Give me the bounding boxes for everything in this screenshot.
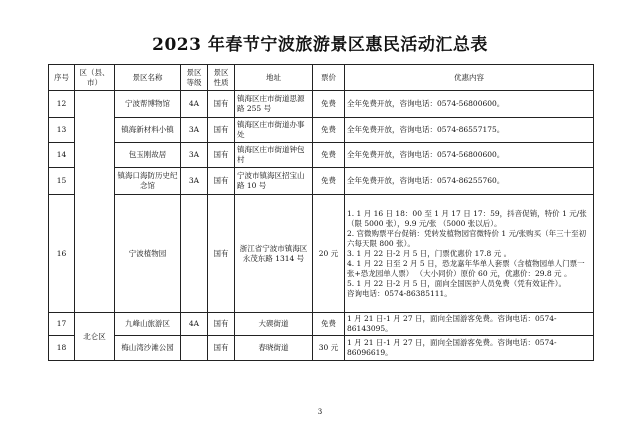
cell-no: 17	[49, 313, 75, 336]
header-nature: 景区性质	[208, 65, 235, 91]
cell-grade: 3A	[181, 118, 208, 143]
page-title: 2023 年春节宁波旅游景区惠民活动汇总表	[152, 35, 488, 55]
cell-price: 20 元	[313, 195, 345, 313]
cell-name: 梅山湾沙滩公园	[115, 336, 181, 361]
table-row	[49, 143, 594, 168]
header-price: 票价	[313, 65, 345, 91]
cell-offer: 全年免费开放，咨询电话：0574-56800600。	[345, 91, 594, 118]
cell-address: 大碶街道	[235, 313, 313, 336]
cell-nature: 国有	[208, 195, 235, 313]
header-district: 区（县、市）	[75, 65, 115, 91]
cell-no: 18	[49, 336, 75, 361]
cell-name: 镇海新材料小镇	[115, 118, 181, 143]
page-number: 3	[317, 408, 323, 416]
cell-nature: 国有	[208, 118, 235, 143]
cell-nature: 国有	[208, 336, 235, 361]
cell-price: 免费	[313, 168, 345, 195]
cell-price: 免费	[313, 118, 345, 143]
cell-address: 镇海区庄市街道思源路 255 号	[235, 91, 313, 118]
cell-name: 包玉刚故居	[115, 143, 181, 168]
cell-no: 13	[49, 118, 75, 143]
cell-district	[75, 91, 115, 313]
cell-nature: 国有	[208, 143, 235, 168]
cell-name: 九峰山旅游区	[115, 313, 181, 336]
cell-nature: 国有	[208, 313, 235, 336]
cell-nature: 国有	[208, 168, 235, 195]
cell-price: 免费	[313, 313, 345, 336]
cell-grade	[181, 195, 208, 313]
header-address: 地址	[235, 65, 313, 91]
table-row	[49, 118, 594, 143]
cell-address: 镇海区庄市街道钟包村	[235, 143, 313, 168]
cell-no: 12	[49, 91, 75, 118]
cell-grade: 3A	[181, 143, 208, 168]
cell-no: 14	[49, 143, 75, 168]
cell-price: 30 元	[313, 336, 345, 361]
cell-offer: 全年免费开放，咨询电话：0574-86255760。	[345, 168, 594, 195]
table-row	[49, 91, 594, 118]
cell-address: 春晓街道	[235, 336, 313, 361]
cell-price: 免费	[313, 143, 345, 168]
header-offer: 优惠内容	[345, 65, 594, 91]
cell-offer: 1 月 21 日-1 月 27 日，面向全国游客免费。咨询电话：0574-86143095。	[345, 313, 594, 336]
header-name: 景区名称	[115, 65, 181, 91]
table-row	[49, 313, 594, 336]
cell-offer: 1 月 21 日-1 月 27 日，面向全国游客免费。咨询电话：0574-86096619。	[345, 336, 594, 361]
cell-district: 北仑区	[75, 313, 115, 361]
cell-address: 宁波市镇海区招宝山路 10 号	[235, 168, 313, 195]
table-header-row	[49, 65, 594, 91]
cell-price: 免费	[313, 91, 345, 118]
cell-grade: 4A	[181, 91, 208, 118]
table-row	[49, 168, 594, 195]
cell-address: 浙江省宁波市镇海区永茂东路 1314 号	[235, 195, 313, 313]
cell-nature: 国有	[208, 91, 235, 118]
table-row	[49, 195, 594, 313]
cell-no: 16	[49, 195, 75, 313]
cell-name: 宁波植物园	[115, 195, 181, 313]
cell-offer: 全年免费开放，咨询电话：0574-86557175。	[345, 118, 594, 143]
cell-grade: 3A	[181, 168, 208, 195]
header-no: 序号	[49, 65, 75, 91]
cell-name: 镇海口海防历史纪念馆	[115, 168, 181, 195]
cell-no: 15	[49, 168, 75, 195]
attractions-table	[48, 64, 594, 361]
cell-address: 镇海区庄市街道办事处	[235, 118, 313, 143]
header-grade: 景区等级	[181, 65, 208, 91]
table-row	[49, 336, 594, 361]
cell-offer: 全年免费开放，咨询电话：0574-56800600。	[345, 143, 594, 168]
cell-grade: 4A	[181, 313, 208, 336]
cell-name: 宁波帮博物馆	[115, 91, 181, 118]
cell-grade	[181, 336, 208, 361]
cell-offer: 1. 1 月 16 日 18：00 至 1 月 17 日 17：59，抖音促销，特价 1 元/张（限 5000 张），9.9 元/张 （5000 张以后）。 2. 官微购票平台促销：凭转发植物园官微特价 1 元/张购买（年三十至初六每天限 800 张）。 3. 1 月 22 日-2 月 5 日，门票优惠价 17.8 元 。 4. 1 月 22 日至 2 月 5 日，恐龙嘉年华单人套票（含植物园单人门票一张+恐龙园单人票） （大小同价）原价 60 元，优惠价：29.8 元 。 5. 1 月 22 日-2 月 5 日，面向全国医护人员免费（凭有效证件）。 咨询电话：0574-86385111。	[345, 195, 594, 313]
